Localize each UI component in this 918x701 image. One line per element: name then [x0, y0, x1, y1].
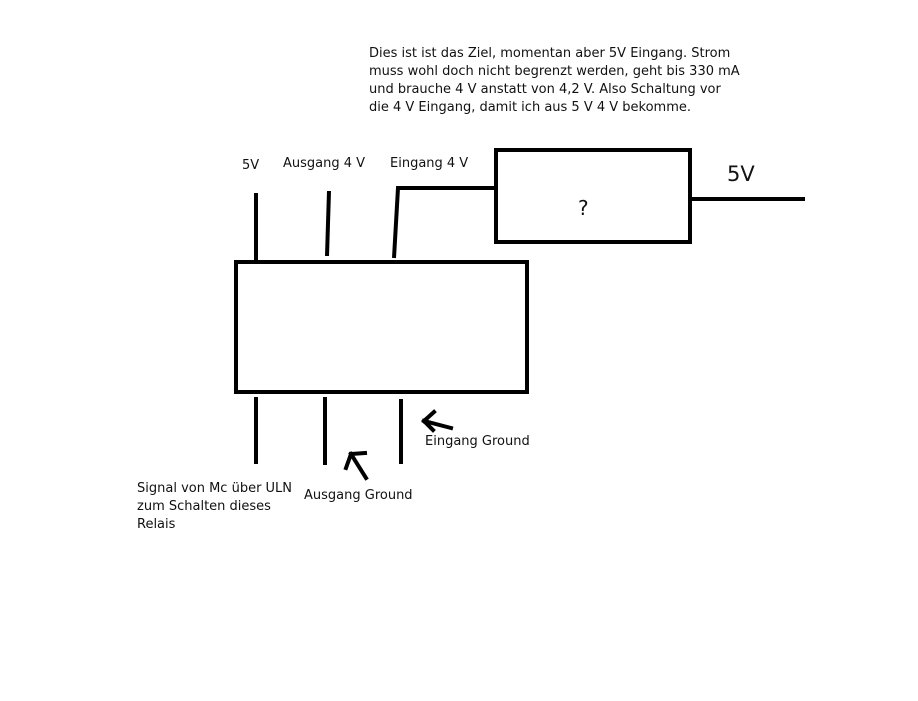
label-ausgang-ground: Ausgang Ground [304, 488, 413, 503]
label-eingang-ground: Eingang Ground [425, 434, 530, 449]
relay-box [236, 262, 527, 392]
pin-ausgang-4v [327, 191, 329, 256]
arrow-eingang-ground [424, 412, 451, 430]
converter-question-mark: ? [578, 196, 589, 220]
arrow-ausgang-ground [346, 453, 366, 478]
pin-eingang-4v-wire [394, 188, 494, 258]
goal-note: Dies ist ist das Ziel, momentan aber 5V Eingang. Strom muss wohl doch nicht begrenzt werden, geht bis 330 mA und brauche 4 V anstatt von 4,2 V. Also Schaltung vor die 4 V Eingang, damit ich aus 5 V 4 V bekomme. [369, 46, 740, 115]
label-5v: 5V [242, 158, 260, 173]
label-signal: Signal von Mc über ULN zum Schalten dieses Relais [137, 481, 293, 532]
label-ausgang-4v: Ausgang 4 V [283, 156, 366, 171]
label-output-5v: 5V [727, 162, 755, 186]
label-eingang-4v: Eingang 4 V [390, 156, 469, 171]
converter-box [496, 150, 690, 242]
